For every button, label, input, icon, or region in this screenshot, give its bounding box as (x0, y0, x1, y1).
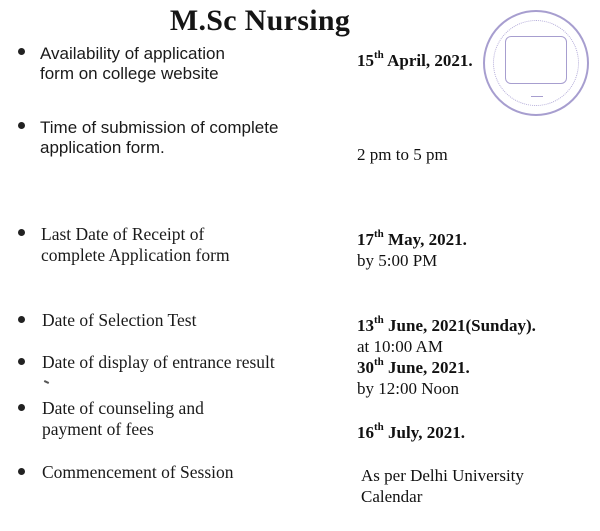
date-line: 15th April, 2021. (357, 49, 473, 70)
time-line: at 10:00 AM (357, 337, 443, 356)
page-title: M.Sc Nursing (169, 4, 351, 37)
bullet (18, 229, 25, 236)
item-label: Date of counseling and payment of fees (42, 398, 204, 439)
item-value (357, 422, 465, 443)
time-line: 2 pm to 5 pm (357, 145, 448, 164)
bullet (18, 358, 25, 365)
item-value (357, 315, 536, 357)
stamp-mark (531, 96, 543, 105)
bullet (18, 316, 25, 323)
item-value (357, 229, 467, 271)
date-line: 13th June, 2021(Sunday). (357, 314, 536, 335)
item-label: Date of Selection Test (42, 310, 197, 330)
item-label: Commencement of Session (42, 462, 234, 482)
item-label: Time of submission of complete application form. (40, 118, 279, 157)
date-line: 16th July, 2021. (357, 421, 466, 442)
bullet (18, 48, 25, 55)
date-line: 17th May, 2021. (357, 228, 467, 249)
time-line: by 5:00 PM (357, 251, 438, 270)
item-value (361, 465, 524, 507)
college-stamp-icon (483, 10, 589, 116)
item-label: Last Date of Receipt of complete Application form (41, 224, 230, 265)
note-line: As per Delhi University (361, 466, 524, 485)
bullet (18, 122, 25, 129)
bullet (18, 468, 25, 475)
note-line: Calendar (361, 487, 423, 506)
bullet (18, 404, 25, 411)
item-label: Date of display of entrance result (42, 352, 275, 372)
stamp-inner-box (505, 36, 567, 84)
item-value (357, 357, 470, 399)
item-value (357, 50, 473, 71)
scan-speck (44, 380, 49, 384)
item-label: Availability of application form on college website (40, 44, 225, 83)
date-line: 30th June, 2021. (357, 356, 470, 377)
time-line: by 12:00 Noon (357, 379, 459, 398)
item-value (357, 144, 448, 165)
